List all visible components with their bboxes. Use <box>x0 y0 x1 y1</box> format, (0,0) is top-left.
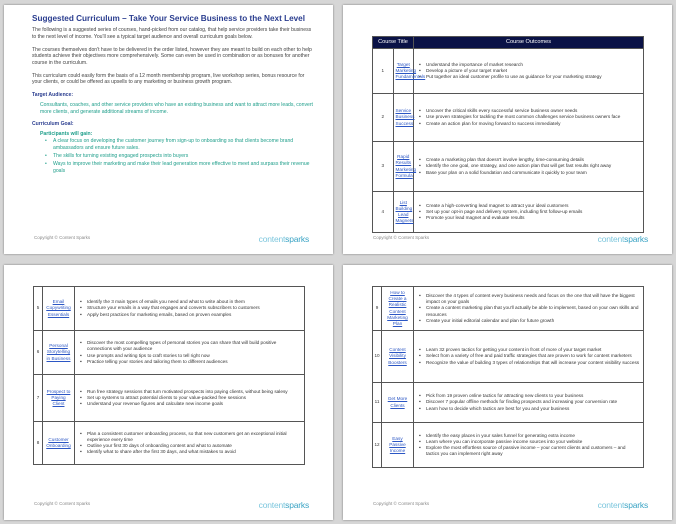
course-title-link[interactable]: Content Visibility Boosters <box>388 347 407 365</box>
course-outcomes-cell <box>75 287 305 331</box>
intro-paragraph: The courses themselves don't have to be delivered in the order listed, however they are meant to build on each other to help students achieve their objectives more comprehensively. Some can even be used in combination or as bonuses for another course in the curriculum. <box>32 46 312 66</box>
intro-paragraph: This curriculum could easily form the basis of a 12 month membership program, live workshop series, bonus resource for your clients, or could be offered as upsells to any marketing or business growth program. <box>32 72 305 86</box>
course-outcomes-cell <box>75 375 305 422</box>
outcome-list <box>79 431 301 456</box>
outcome-item: ▪ Structure your emails in a way that engages and converts subscribers to customers <box>79 305 301 311</box>
course-row <box>34 331 305 375</box>
course-row <box>373 49 644 94</box>
course-number: 12 <box>373 423 382 468</box>
course-row <box>373 287 644 331</box>
course-outcomes-cell <box>75 331 305 375</box>
outcome-item: ▪ Create your initial editorial calendar and plan for future growth <box>418 318 640 324</box>
course-title-cell <box>43 375 75 422</box>
outcome-item: ▪ Identify the 3 main types of emails you need and what to write about in them <box>79 299 301 305</box>
participants-label: Participants will gain: <box>40 130 93 137</box>
course-number: 6 <box>34 331 43 375</box>
brand-logo: contentsparks <box>597 500 648 510</box>
outcome-list <box>79 389 301 408</box>
course-title-link[interactable]: Customer Onboarding <box>46 436 71 448</box>
outcome-item: ▪ Put together an ideal customer profile to use as guidance for your marketing strategy <box>418 74 640 80</box>
outcome-item: ▪ Base your plan on a solid foundation and communicate it quickly to your team <box>418 170 640 176</box>
course-number: 10 <box>373 331 382 383</box>
course-row <box>34 375 305 422</box>
outcome-item: ▪ Recognize the value of building 3 types of relationships that will increase your content visibility success <box>418 360 640 366</box>
outcome-item: ▪ Identify the easy places in your sales funnel for generating extra income <box>418 433 640 439</box>
course-title-link[interactable]: Personal Storytelling in Business <box>46 343 71 361</box>
goal-item: • The skills for turning existing engaged prospects into buyers <box>45 153 314 160</box>
course-title-cell <box>382 331 414 383</box>
outcome-item: ▪ Understand the importance of market research <box>418 62 640 68</box>
outcome-list <box>418 62 640 81</box>
outcome-item: ▪ Use prompts and writing tips to craft stories to tell right now <box>79 353 301 359</box>
column-header-outcomes: Course Outcomes <box>414 37 644 49</box>
course-title-cell <box>382 423 414 468</box>
course-number: 1 <box>373 49 394 94</box>
goals-list <box>45 138 314 174</box>
course-table <box>372 36 644 233</box>
course-row <box>373 94 644 142</box>
brand-logo: contentsparks <box>258 500 309 510</box>
page-3-courses <box>4 265 333 520</box>
course-number: 4 <box>373 192 394 233</box>
course-outcomes-cell <box>414 49 644 94</box>
outcome-item: ▪ Learn how to decide which tactics are best for you and your business <box>418 406 640 412</box>
course-row <box>373 423 644 468</box>
outcome-list <box>418 393 640 412</box>
page-4-courses <box>343 265 672 520</box>
course-title-cell <box>382 287 414 331</box>
footer-copyright: Copyright © Content Sparks <box>373 235 430 240</box>
outcome-list <box>79 340 301 365</box>
outcome-item: ▪ Pick from 19 proven online tactics for attracting new clients to your business <box>418 393 640 399</box>
outcome-item: ▪ Uncover the critical skills every successful service business owner needs <box>418 108 640 114</box>
brand-logo: contentsparks <box>258 234 309 244</box>
outcome-item: ▪ Discover the most compelling types of personal stories you can share that will build positive connections with your audience <box>79 340 301 352</box>
course-title-link[interactable]: List Building Lead Magnets <box>395 199 414 224</box>
course-outcomes-cell <box>414 331 644 383</box>
course-row <box>34 287 305 331</box>
outcome-item: ▪ Apply best practices for marketing emails, based on proven examples <box>79 312 301 318</box>
course-title-link[interactable]: Prospect to Paying Client <box>46 388 71 407</box>
intro-paragraph: The following is a suggested series of courses, hand-picked from our catalog, that help service providers take their business to the next level of income. You'll see a typical target audience and overall curriculum goals below. <box>32 27 312 40</box>
course-row <box>373 192 644 233</box>
course-title-link[interactable]: Get More Clients <box>387 396 408 408</box>
outcome-item: ▪ Identify what to share after the first 30 days, and what mistakes to avoid <box>79 449 301 455</box>
outcome-item: ▪ Discover 7 popular offline methods for finding prospects and increasing your conversion rate <box>418 399 640 405</box>
course-title-link[interactable]: Service Business Success <box>395 108 415 126</box>
column-header-title: Course Title <box>373 37 414 49</box>
outcome-list <box>418 433 640 458</box>
audience-text: Consultants, coaches, and other service providers who have an existing business and want to attract more leads, convert more clients, and generate additional streams of income. <box>40 101 313 115</box>
course-title-link[interactable]: Easy Passive Income <box>389 435 406 454</box>
course-title-link[interactable]: Email Copywriting Essentials <box>46 299 71 317</box>
course-row <box>373 142 644 192</box>
course-title-link[interactable]: How to Create a Realistic Content Marketing Plan <box>387 289 408 326</box>
course-number: 2 <box>373 94 394 142</box>
outcome-item: ▪ Use proven strategies for tackling the most common challenges service business owners face <box>418 114 640 120</box>
outcome-item: ▪ Create a marketing plan that doesn't involve lengthy, time-consuming details <box>418 157 640 163</box>
course-table <box>33 286 305 465</box>
footer-copyright: Copyright © Content Sparks <box>34 501 91 506</box>
course-title-cell <box>393 142 417 192</box>
course-outcomes-cell <box>75 422 305 465</box>
course-outcomes-cell <box>414 192 644 233</box>
course-outcomes-cell <box>414 142 644 192</box>
course-number: 9 <box>373 287 382 331</box>
course-outcomes-cell <box>414 383 644 423</box>
outcome-item: ▪ Develop a picture of your target market <box>418 68 640 74</box>
outcome-item: ▪ Set up systems to attract potential clients to your value-packed free sessions <box>79 395 301 401</box>
course-number: 3 <box>373 142 394 192</box>
outcome-item: ▪ Outline your first 30 days of onboarding content and what to automate <box>79 443 301 449</box>
course-row <box>373 331 644 383</box>
course-number: 11 <box>373 383 382 423</box>
course-title-cell <box>43 287 75 331</box>
outcome-item: ▪ Learn 32 proven tactics for getting your content in front of more of your target market <box>418 347 640 353</box>
outcome-item: ▪ Select from a variety of free and paid traffic strategies that are proven to work for content marketers <box>418 353 640 359</box>
course-table <box>372 286 644 468</box>
brand-logo: contentsparks <box>597 234 648 244</box>
outcome-item: ▪ Promote your lead magnet and evaluate results <box>418 215 640 221</box>
course-outcomes-cell <box>414 94 644 142</box>
outcome-list <box>418 203 640 222</box>
outcome-item: ▪ Create an action plan for moving forward to success immediately <box>418 121 640 127</box>
course-title-cell <box>393 94 414 142</box>
goal-item: • A clear focus on developing the customer journey from sign-up to onboarding so that clients become brand ambassadors and ensure future sales. <box>45 138 314 151</box>
course-number: 7 <box>34 375 43 422</box>
page-2-courses <box>343 5 672 254</box>
outcome-item: ▪ Set up your opt-in page and delivery system, including first follow-up emails <box>418 209 640 215</box>
outcome-item: ▪ Identify the one goal, one strategy, and one action plan that will get fast results right away <box>418 163 640 169</box>
outcome-list <box>418 347 640 366</box>
outcome-item: ▪ Create a high-converting lead magnet to attract your ideal customers <box>418 203 640 209</box>
footer-copyright: Copyright © Content Sparks <box>373 501 430 506</box>
outcome-item: ▪ Practice telling your stories and tailoring them to different audiences <box>79 359 301 365</box>
outcome-item: ▪ Run free strategy sessions that turn motivated prospects into paying clients, without being salesy <box>79 389 301 395</box>
course-title-cell <box>43 331 75 375</box>
outcome-item: ▪ Create a content marketing plan that you'll actually be able to implement, based on your own skills and resources <box>418 305 640 317</box>
outcome-item: ▪ Plan a consistent customer onboarding process, so that new customers get an exceptional initial experience every time <box>79 431 301 443</box>
course-outcomes-cell <box>414 423 644 468</box>
course-outcomes-cell <box>414 287 644 331</box>
course-title-link[interactable]: Target Marketing Fundamentals <box>395 61 426 80</box>
course-title-cell <box>382 383 414 423</box>
course-title-cell <box>43 422 75 465</box>
course-number: 8 <box>34 422 43 465</box>
course-row <box>373 383 644 423</box>
outcome-list <box>418 293 640 324</box>
intro-body <box>32 27 314 176</box>
outcome-list <box>79 299 301 318</box>
course-title-link[interactable]: Rapid Results Marketing Formula <box>395 154 417 178</box>
course-title-cell <box>393 49 426 94</box>
course-row <box>34 422 305 465</box>
goal-heading: Curriculum Goal: <box>32 121 74 128</box>
goal-item: • Ways to improve their marketing and make their lead generation more effective to meet and surpass their revenue goals <box>45 161 314 174</box>
footer-copyright: Copyright © Content Sparks <box>34 235 91 240</box>
outcome-item: ▪ Understand your revenue figures and calculate new income goals <box>79 401 301 407</box>
course-number: 5 <box>34 287 43 331</box>
page-1-intro <box>4 5 333 254</box>
outcome-list <box>418 108 640 127</box>
outcome-item: ▪ Explore the most effortless source of passive income – your current clients and customers – and tactics you can implement right away <box>418 445 640 457</box>
course-title-cell <box>393 192 414 233</box>
audience-heading: Target Audience: <box>32 92 74 99</box>
outcome-item: ▪ Discover the 4 types of content every business needs and focus on the one that will have the biggest impact on your goals <box>418 293 640 305</box>
outcome-list <box>418 157 640 176</box>
outcome-item: ▪ Learn where you can incorporate passive income sources into your website <box>418 439 640 445</box>
page-title: Suggested Curriculum – Take Your Service Business to the Next Level <box>32 14 306 23</box>
